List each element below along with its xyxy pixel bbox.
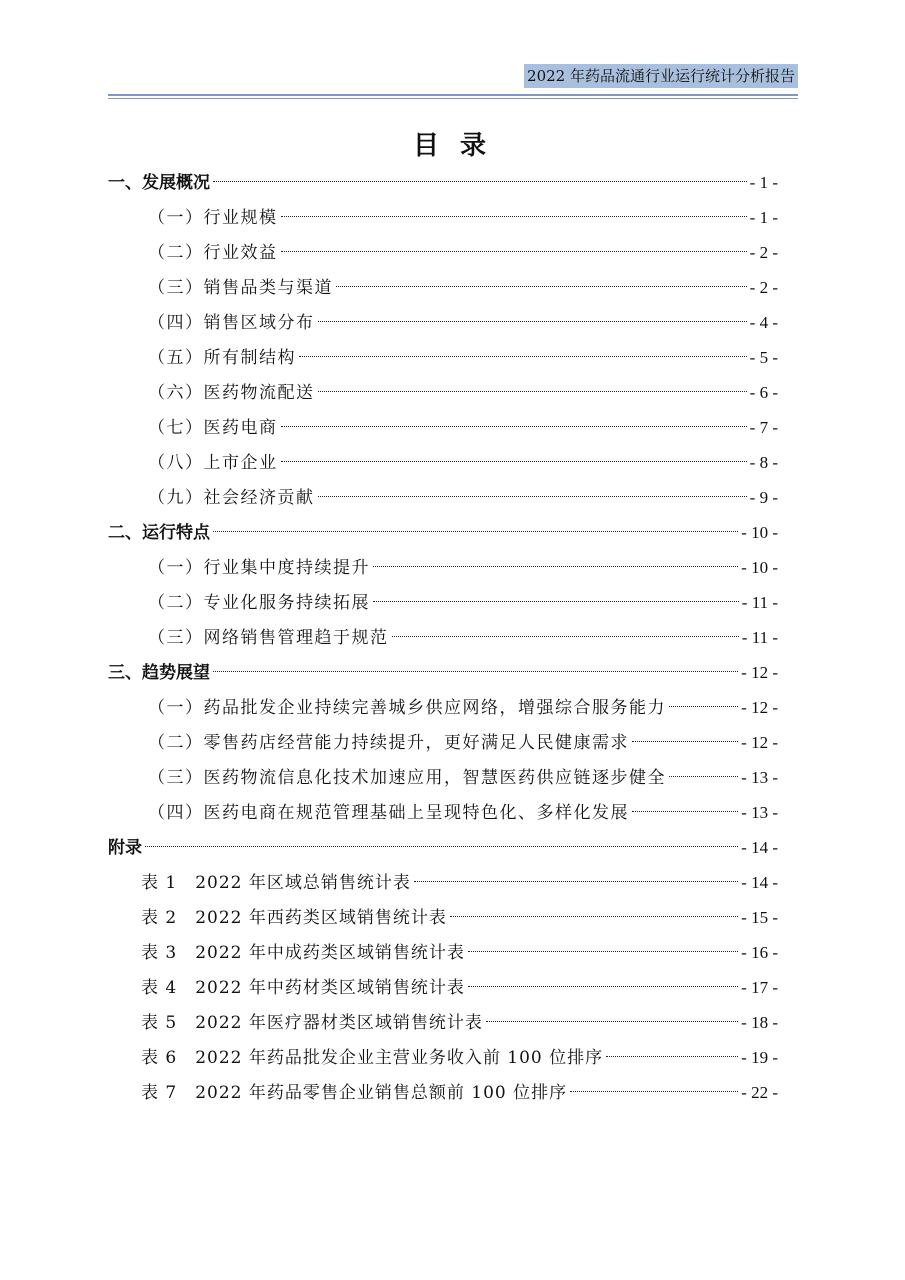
dot-leader — [318, 495, 747, 497]
toc-page-number: - 19 - — [741, 1048, 778, 1067]
toc-subsection-entry[interactable] — [108, 235, 778, 270]
toc-subsection-entry[interactable] — [108, 270, 778, 305]
toc-subsection-entry[interactable] — [108, 585, 778, 620]
toc-entry-label: 表 1 2022 年区域总销售统计表 — [141, 873, 411, 893]
toc-page-number: - 2 - — [749, 243, 778, 262]
toc-page-number: - 9 - — [749, 488, 778, 507]
toc-entry-label: （三）网络销售管理趋于规范 — [148, 628, 389, 648]
toc-entry-label: （八）上市企业 — [148, 453, 278, 473]
toc-page-number: - 4 - — [749, 313, 778, 332]
header-rule-thick — [108, 94, 798, 96]
toc-entry-label: （五）所有制结构 — [148, 348, 296, 368]
toc-table-entry[interactable] — [108, 1005, 778, 1040]
toc-table-entry[interactable] — [108, 1040, 778, 1075]
toc-page-number: - 16 - — [741, 943, 778, 962]
toc-entry-label: 表 3 2022 年中成药类区域销售统计表 — [141, 943, 465, 963]
toc-page-number: - 2 - — [749, 278, 778, 297]
toc-entry-label: （一）行业规模 — [148, 208, 278, 228]
toc-entry-label: （三）销售品类与渠道 — [148, 278, 333, 298]
dot-leader — [373, 600, 739, 602]
header-rule-thin — [108, 98, 798, 99]
toc-entry-label: （三）医药物流信息化技术加速应用，智慧医药供应链逐步健全 — [148, 768, 666, 788]
toc-section-entry[interactable] — [108, 655, 778, 690]
toc-subsection-entry[interactable] — [108, 305, 778, 340]
toc-subsection-entry[interactable] — [108, 550, 778, 585]
dot-leader — [632, 740, 738, 742]
toc-table-entry[interactable] — [108, 900, 778, 935]
toc-entry-label: （六）医药物流配送 — [148, 383, 315, 403]
toc-table-entry[interactable] — [108, 1075, 778, 1110]
dot-leader — [373, 565, 738, 567]
toc-entry-label: 一、发展概况 — [108, 173, 210, 193]
toc-entry-label: （七）医药电商 — [148, 418, 278, 438]
toc-entry-label: 表 4 2022 年中药材类区域销售统计表 — [141, 978, 465, 998]
dot-leader — [414, 880, 738, 882]
toc-page-number: - 10 - — [741, 558, 778, 577]
dot-leader — [336, 285, 747, 287]
toc-entry-label: （二）行业效益 — [148, 243, 278, 263]
toc-subsection-entry[interactable] — [108, 760, 778, 795]
toc-page-number: - 8 - — [749, 453, 778, 472]
toc-page-number: - 17 - — [741, 978, 778, 997]
dot-leader — [213, 670, 738, 672]
toc-entry-label: 表 7 2022 年药品零售企业销售总额前 100 位排序 — [141, 1083, 568, 1103]
dot-leader — [570, 1090, 738, 1092]
running-header: 2022 年药品流通行业运行统计分析报告 — [524, 64, 798, 88]
toc-entry-label: （四）医药电商在规范管理基础上呈现特色化、多样化发展 — [148, 803, 629, 823]
dot-leader — [281, 425, 747, 427]
toc-subsection-entry[interactable] — [108, 340, 778, 375]
dot-leader — [392, 635, 739, 637]
dot-leader — [632, 810, 738, 812]
toc-page-number: - 1 - — [749, 173, 778, 192]
dot-leader — [318, 390, 747, 392]
toc-page-number: - 1 - — [749, 208, 778, 227]
dot-leader — [213, 530, 738, 532]
toc-section-entry[interactable] — [108, 515, 778, 550]
toc-table-entry[interactable] — [108, 970, 778, 1005]
toc-section-entry[interactable] — [108, 165, 778, 200]
toc-entry-label: （一）行业集中度持续提升 — [148, 558, 370, 578]
toc-subsection-entry[interactable] — [108, 445, 778, 480]
toc-subsection-entry[interactable] — [108, 795, 778, 830]
toc-page-number: - 22 - — [741, 1083, 778, 1102]
toc-subsection-entry[interactable] — [108, 480, 778, 515]
toc-entry-label: 表 2 2022 年西药类区域销售统计表 — [141, 908, 447, 928]
table-of-contents — [108, 165, 778, 1110]
toc-entry-label: （一）药品批发企业持续完善城乡供应网络，增强综合服务能力 — [148, 698, 666, 718]
toc-entry-label: 附录 — [108, 838, 142, 858]
dot-leader — [318, 320, 747, 322]
dot-leader — [468, 950, 738, 952]
toc-subsection-entry[interactable] — [108, 620, 778, 655]
dot-leader — [669, 705, 738, 707]
toc-entry-label: （四）销售区域分布 — [148, 313, 315, 333]
dot-leader — [486, 1020, 738, 1022]
toc-page-number: - 18 - — [741, 1013, 778, 1032]
toc-section-entry[interactable] — [108, 830, 778, 865]
dot-leader — [606, 1055, 738, 1057]
dot-leader — [299, 355, 747, 357]
dot-leader — [450, 915, 738, 917]
toc-entry-label: 三、趋势展望 — [108, 663, 210, 683]
toc-page-number: - 7 - — [749, 418, 778, 437]
toc-page-number: - 5 - — [749, 348, 778, 367]
toc-title: 目 录 — [412, 131, 493, 161]
toc-page-number: - 10 - — [741, 523, 778, 542]
dot-leader — [468, 985, 738, 987]
dot-leader — [281, 215, 747, 217]
toc-subsection-entry[interactable] — [108, 725, 778, 760]
dot-leader — [281, 460, 747, 462]
toc-page-number: - 13 - — [741, 803, 778, 822]
toc-subsection-entry[interactable] — [108, 375, 778, 410]
dot-leader — [145, 845, 738, 847]
toc-subsection-entry[interactable] — [108, 410, 778, 445]
dot-leader — [213, 180, 747, 182]
toc-entry-label: 表 5 2022 年医疗器材类区域销售统计表 — [141, 1013, 483, 1033]
toc-entry-label: （二）专业化服务持续拓展 — [148, 593, 370, 613]
toc-page-number: - 14 - — [741, 838, 778, 857]
dot-leader — [669, 775, 738, 777]
toc-entry-label: （二）零售药店经营能力持续提升，更好满足人民健康需求 — [148, 733, 629, 753]
toc-page-number: - 11 - — [741, 593, 778, 612]
toc-page-number: - 12 - — [741, 698, 778, 717]
toc-entry-label: 表 6 2022 年药品批发企业主营业务收入前 100 位排序 — [141, 1048, 604, 1068]
toc-page-number: - 14 - — [741, 873, 778, 892]
toc-page-number: - 15 - — [741, 908, 778, 927]
toc-entry-label: 二、运行特点 — [108, 523, 210, 543]
toc-table-entry[interactable] — [108, 935, 778, 970]
toc-page-number: - 6 - — [749, 383, 778, 402]
toc-subsection-entry[interactable] — [108, 200, 778, 235]
toc-page-number: - 11 - — [741, 628, 778, 647]
toc-entry-label: （九）社会经济贡献 — [148, 488, 315, 508]
toc-page-number: - 12 - — [741, 663, 778, 682]
toc-subsection-entry[interactable] — [108, 690, 778, 725]
toc-table-entry[interactable] — [108, 865, 778, 900]
toc-page-number: - 12 - — [741, 733, 778, 752]
toc-page-number: - 13 - — [741, 768, 778, 787]
dot-leader — [281, 250, 747, 252]
